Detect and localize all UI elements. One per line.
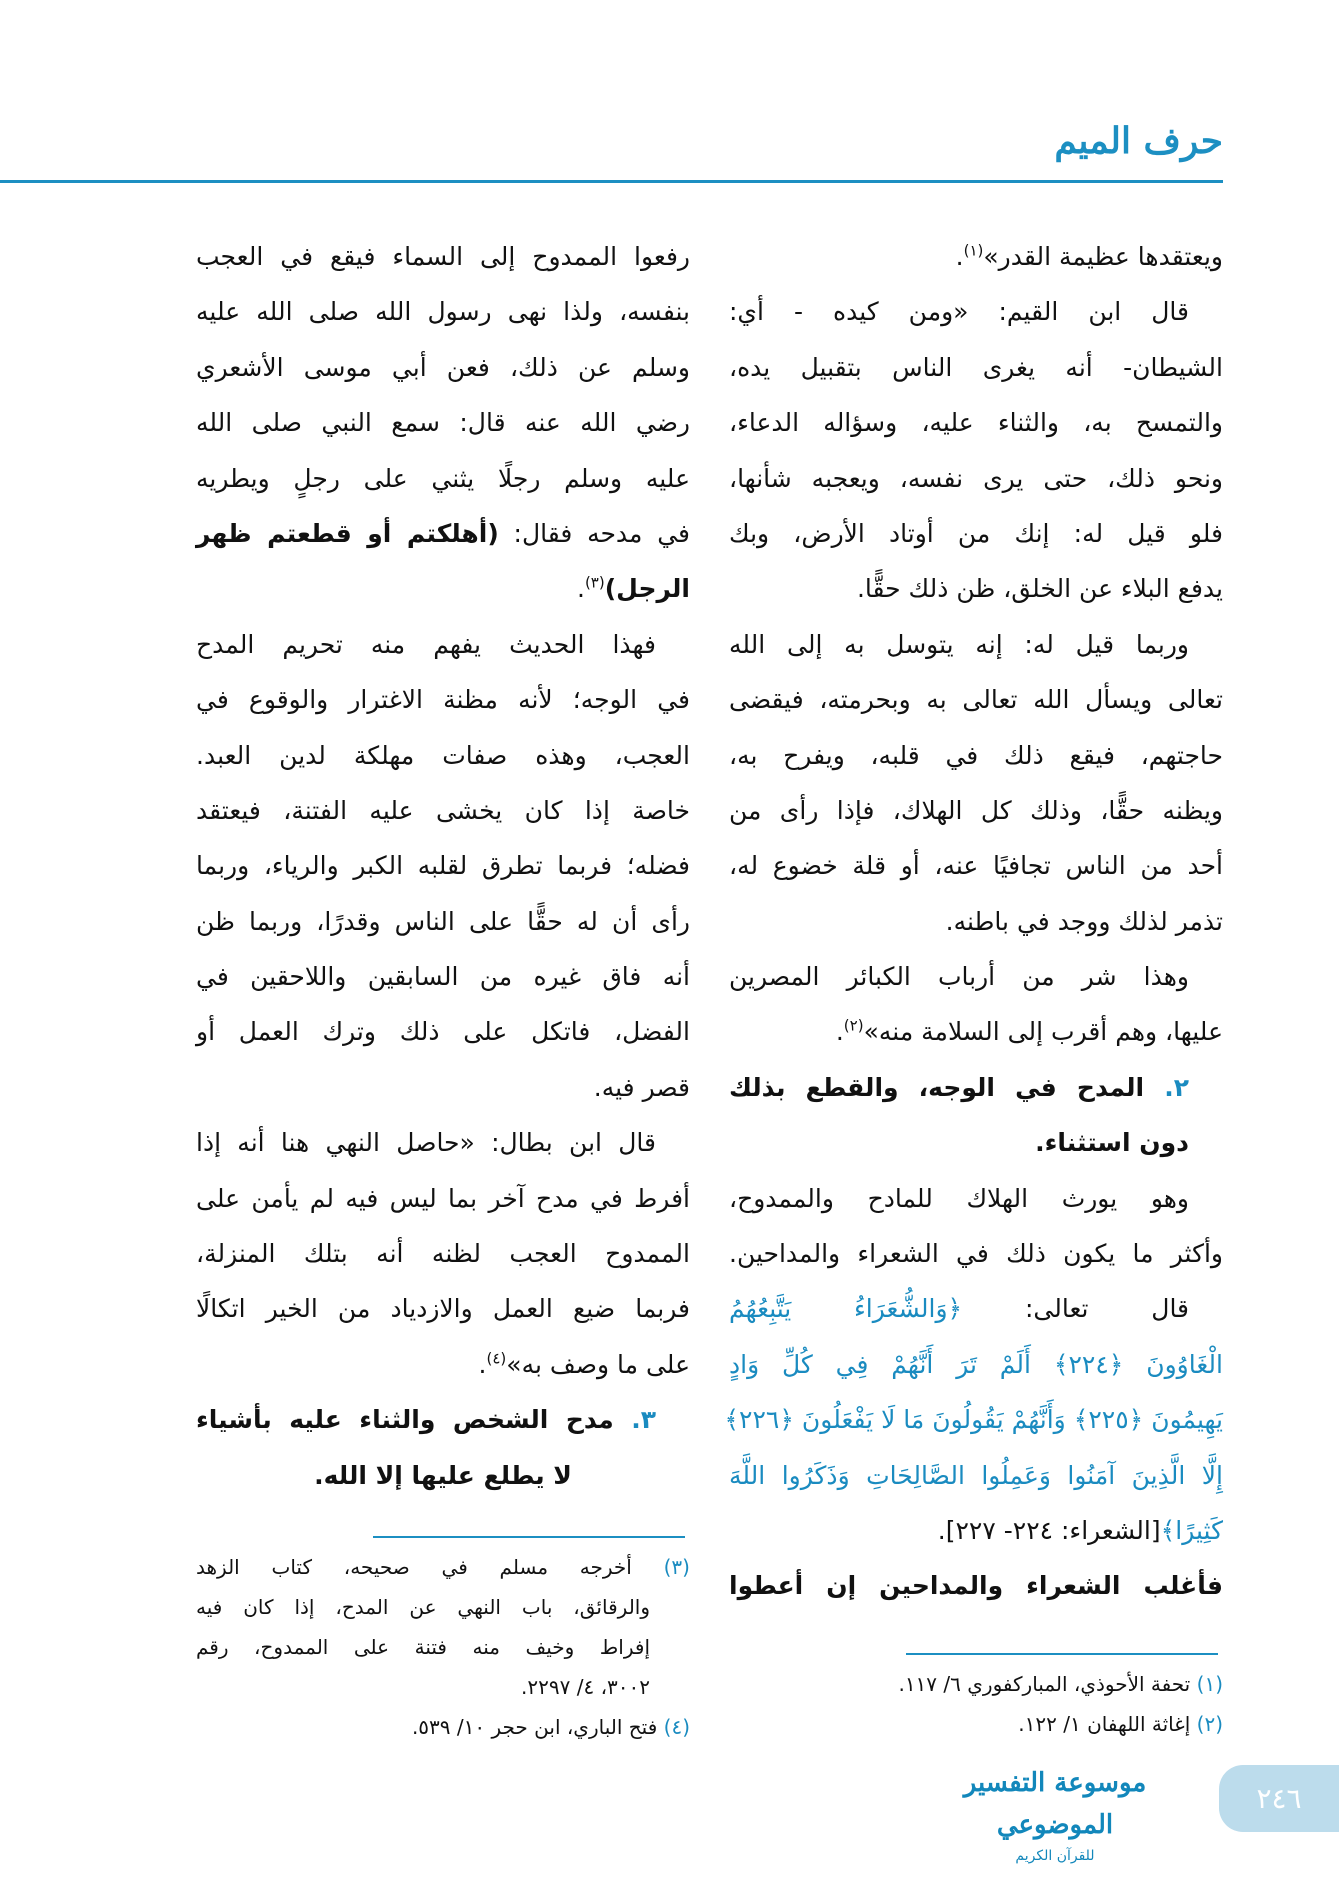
- text-run: والتمسح به، والثناء عليه، وسؤاله الدعاء،: [729, 408, 1223, 438]
- text-line: [729, 451, 1223, 506]
- footnote-ref[interactable]: (٤): [486, 1349, 507, 1368]
- text-run: وأكثر ما يكون ذلك في الشعراء والمداحين.: [729, 1239, 1223, 1269]
- logo-subtitle: للقرآن الكريم: [1015, 1848, 1095, 1864]
- text-line: [729, 1115, 1223, 1170]
- text-line: [729, 728, 1223, 783]
- footnote-mark: (٤): [657, 1715, 690, 1739]
- text-run: لا يطلع عليها إلا الله.: [314, 1460, 572, 1490]
- text-line: [729, 1448, 1223, 1503]
- text-run: (أهلكتم أو قطعتم ظهر: [196, 518, 499, 548]
- text-line: [729, 340, 1223, 395]
- text-run: فهذا الحديث يفهم منه تحريم المدح: [196, 629, 656, 659]
- text-run: في مدحه فقال:: [498, 518, 690, 548]
- text-line: [729, 1226, 1223, 1281]
- text-line: [196, 1226, 690, 1281]
- text-line: [196, 395, 690, 450]
- text-line: [729, 894, 1223, 949]
- quran-verse: الْغَاوُونَ ﴿٢٢٤﴾ أَلَمْ تَرَ أَنَّهُمْ فِي كُلِّ وَادٍ: [729, 1349, 1223, 1379]
- text-line: [196, 1448, 690, 1503]
- footnote-text: فتح الباري، ابن حجر ١٠/ ٥٣٩.: [411, 1715, 658, 1739]
- footnote-line: [729, 1664, 1223, 1704]
- text-run: .: [478, 1349, 487, 1379]
- text-line: [196, 617, 690, 672]
- footnote-line: [196, 1707, 690, 1747]
- text-run: ويظنه حقًّا، وذلك كل الهلاك، فإذا رأى من: [729, 795, 1223, 825]
- footnote-ref[interactable]: (١): [963, 241, 984, 260]
- text-run: مدح الشخص والثناء عليه بأشياء: [196, 1405, 632, 1435]
- text-line: [729, 783, 1223, 838]
- text-run: العجب، وهذه صفات مهلكة لدين العبد.: [196, 740, 690, 770]
- text-run: فربما ضيع العمل والازدياد من الخير اتكالًا: [196, 1294, 690, 1324]
- text-run: الشيطان- أنه يغرى الناس بتقبيل يده،: [729, 352, 1223, 382]
- text-line: [196, 1392, 690, 1447]
- text-line: [196, 1115, 690, 1170]
- text-run: أفرط في مدح آخر بما ليس فيه لم يأمن على: [196, 1183, 690, 1213]
- text-run: [الشعراء: ٢٢٤- ٢٢٧].: [937, 1515, 1161, 1545]
- text-line: [196, 1337, 690, 1392]
- text-run: فضله؛ فربما تطرق لقلبه الكبر والرياء، وربما: [196, 851, 690, 881]
- text-line: [729, 1281, 1223, 1336]
- text-line: [729, 1171, 1223, 1226]
- text-line: [196, 949, 690, 1004]
- text-run: يدفع البلاء عن الخلق، ظن ذلك حقًّا.: [856, 574, 1223, 604]
- footnote-text: إغاثة اللهفان ١/ ١٢٢.: [1018, 1712, 1191, 1736]
- text-line: [196, 783, 690, 838]
- text-line: [729, 229, 1223, 284]
- text-run: عليها، وهم أقرب إلى السلامة منه»: [863, 1017, 1223, 1047]
- text-run: فأغلب الشعراء والمداحين إن أعطوا: [729, 1571, 1223, 1601]
- quran-verse: ﴿وَالشُّعَرَاءُ يَتَّبِعُهُمُ: [729, 1294, 963, 1324]
- text-line: [729, 561, 1223, 616]
- text-line: [196, 838, 690, 893]
- text-run: عليه وسلم رجلًا يثني على رجلٍ ويطريه: [196, 463, 690, 493]
- text-run: رأى أن له حقًّا على الناس وقدرًا، وربما ظن: [196, 906, 690, 936]
- text-line: [196, 894, 690, 949]
- footnotes-right: [729, 1664, 1223, 1744]
- text-line: [729, 617, 1223, 672]
- text-line: [729, 395, 1223, 450]
- section-number: ٢.: [1164, 1072, 1189, 1102]
- text-run: دون استثناء.: [1035, 1128, 1189, 1158]
- text-line: [729, 284, 1223, 339]
- footnote-line: [196, 1547, 690, 1587]
- text-line: [196, 561, 690, 616]
- text-run: الرجل): [604, 574, 690, 604]
- text-line: [729, 1060, 1223, 1115]
- section-number: ٣.: [631, 1405, 656, 1435]
- text-run: الفضل، فاتكل على ذلك وترك العمل أو: [196, 1017, 690, 1047]
- page-number: ٢٤٦: [1219, 1765, 1339, 1832]
- text-run: وربما قيل له: إنه يتوسل به إلى الله: [729, 629, 1189, 659]
- text-run: أحد من الناس تجافيًا عنه، أو قلة خضوع له،: [729, 851, 1223, 881]
- footnote-mark: (٣): [631, 1555, 690, 1579]
- text-line: [196, 229, 690, 284]
- text-run: .: [955, 242, 964, 271]
- text-run: .: [576, 574, 585, 604]
- footnote-mark: (١): [1190, 1672, 1223, 1696]
- footnote-line: [196, 1587, 690, 1627]
- text-run: رفعوا الممدوح إلى السماء فيقع في العجب: [196, 242, 690, 271]
- text-line: [729, 838, 1223, 893]
- quran-verse: يَهِيمُونَ ﴿٢٢٥﴾ وَأَنَّهُمْ يَقُولُونَ مَا لَا يَفْعَلُونَ ﴿٢٢٦﴾: [724, 1405, 1223, 1435]
- text-run: خاصة إذا كان يخشى عليه الفتنة، فيعتقد: [196, 795, 690, 825]
- text-line: [729, 672, 1223, 727]
- text-run: الممدوح العجب لظنه أنه بتلك المنزلة،: [196, 1239, 690, 1269]
- footnote-ref[interactable]: (٢): [843, 1017, 864, 1036]
- right-text-column: [724, 229, 1223, 1614]
- text-run: ويعتقدها عظيمة القدر»: [983, 242, 1223, 271]
- text-line: [729, 1337, 1223, 1392]
- quran-verse: كَثِيرًا﴾: [1160, 1515, 1223, 1545]
- left-text-column: [196, 229, 690, 1503]
- text-line: [196, 1171, 690, 1226]
- encyclopedia-logo: [934, 1762, 1176, 1864]
- text-line: [729, 949, 1223, 1004]
- text-run: تذمر لذلك ووجد في باطنه.: [945, 906, 1223, 936]
- text-run: المدح في الوجه، والقطع بذلك: [729, 1072, 1165, 1102]
- text-line: [196, 672, 690, 727]
- text-line: [196, 451, 690, 506]
- quran-verse: إِلَّا الَّذِينَ آمَنُوا وَعَمِلُوا الصَّالِحَاتِ وَذَكَرُوا اللَّهَ: [729, 1460, 1223, 1490]
- text-line: [729, 1004, 1223, 1059]
- header-rule: [0, 180, 1223, 183]
- text-run: بنفسه، ولذا نهى رسول الله صلى الله عليه: [196, 297, 690, 327]
- text-line: [196, 506, 690, 561]
- footnote-text: إفراط وخيف منه فتنة على الممدوح، رقم: [196, 1635, 650, 1659]
- text-line: [196, 340, 690, 395]
- footnote-divider-right: [906, 1653, 1218, 1655]
- footnote-text: ٣٠٠٢، ٤/ ٢٢٩٧.: [521, 1675, 650, 1699]
- text-run: قصر فيه.: [593, 1072, 690, 1102]
- text-line: [196, 1004, 690, 1059]
- footnote-ref[interactable]: (٣): [584, 574, 605, 593]
- text-line: [724, 1392, 1223, 1447]
- text-line: [196, 1060, 690, 1115]
- footnote-mark: (٢): [1190, 1712, 1223, 1736]
- chapter-title: حرف الميم: [1054, 120, 1223, 162]
- footnote-text: تحفة الأحوذي، المباركفوري ٦/ ١١٧.: [898, 1672, 1191, 1696]
- text-run: ونحو ذلك، حتى يرى نفسه، ويعجبه شأنها،: [729, 463, 1223, 493]
- text-line: [729, 1503, 1223, 1558]
- footnote-line: [196, 1627, 690, 1667]
- text-run: أنه فاق غيره من السابقين واللاحقين في: [196, 962, 690, 992]
- text-run: قال ابن بطال: «حاصل النهي هنا أنه إذا: [196, 1128, 656, 1158]
- text-line: [196, 1281, 690, 1336]
- text-run: .: [835, 1017, 844, 1047]
- footnote-line: [729, 1704, 1223, 1744]
- footnotes-left: [196, 1547, 690, 1747]
- text-run: رضي الله عنه قال: سمع النبي صلى الله: [196, 408, 690, 438]
- text-run: فلو قيل له: إنك من أوتاد الأرض، وبك: [729, 518, 1223, 548]
- footnote-divider-left: [373, 1536, 685, 1538]
- text-run: قال ابن القيم: «ومن كيده - أي:: [729, 297, 1189, 327]
- text-line: [196, 728, 690, 783]
- text-run: في الوجه؛ لأنه مظنة الاغترار والوقوع في: [196, 685, 690, 715]
- text-run: وهو يورث الهلاك للمادح والممدوح،: [729, 1183, 1189, 1213]
- text-line: [729, 1558, 1223, 1613]
- text-run: وسلم عن ذلك، فعن أبي موسى الأشعري: [196, 352, 690, 382]
- text-run: على ما وصف به»: [506, 1349, 690, 1379]
- text-line: [196, 284, 690, 339]
- footnote-line: [196, 1667, 690, 1707]
- text-run: وهذا شر من أرباب الكبائر المصرين: [729, 962, 1189, 992]
- text-run: تعالى ويسأل الله تعالى به وبحرمته، فيقضى: [729, 685, 1223, 715]
- text-run: قال تعالى:: [962, 1294, 1190, 1324]
- logo-title: موسوعة التفسير الموضوعي: [963, 1768, 1147, 1840]
- footnote-text: والرقائق، باب النهي عن المدح، إذا كان فيه: [196, 1595, 650, 1619]
- footnote-text: أخرجه مسلم في صحيحه، كتاب الزهد: [196, 1555, 632, 1579]
- text-line: [729, 506, 1223, 561]
- text-run: حاجتهم، فيقع ذلك في قلبه، ويفرح به،: [729, 740, 1223, 770]
